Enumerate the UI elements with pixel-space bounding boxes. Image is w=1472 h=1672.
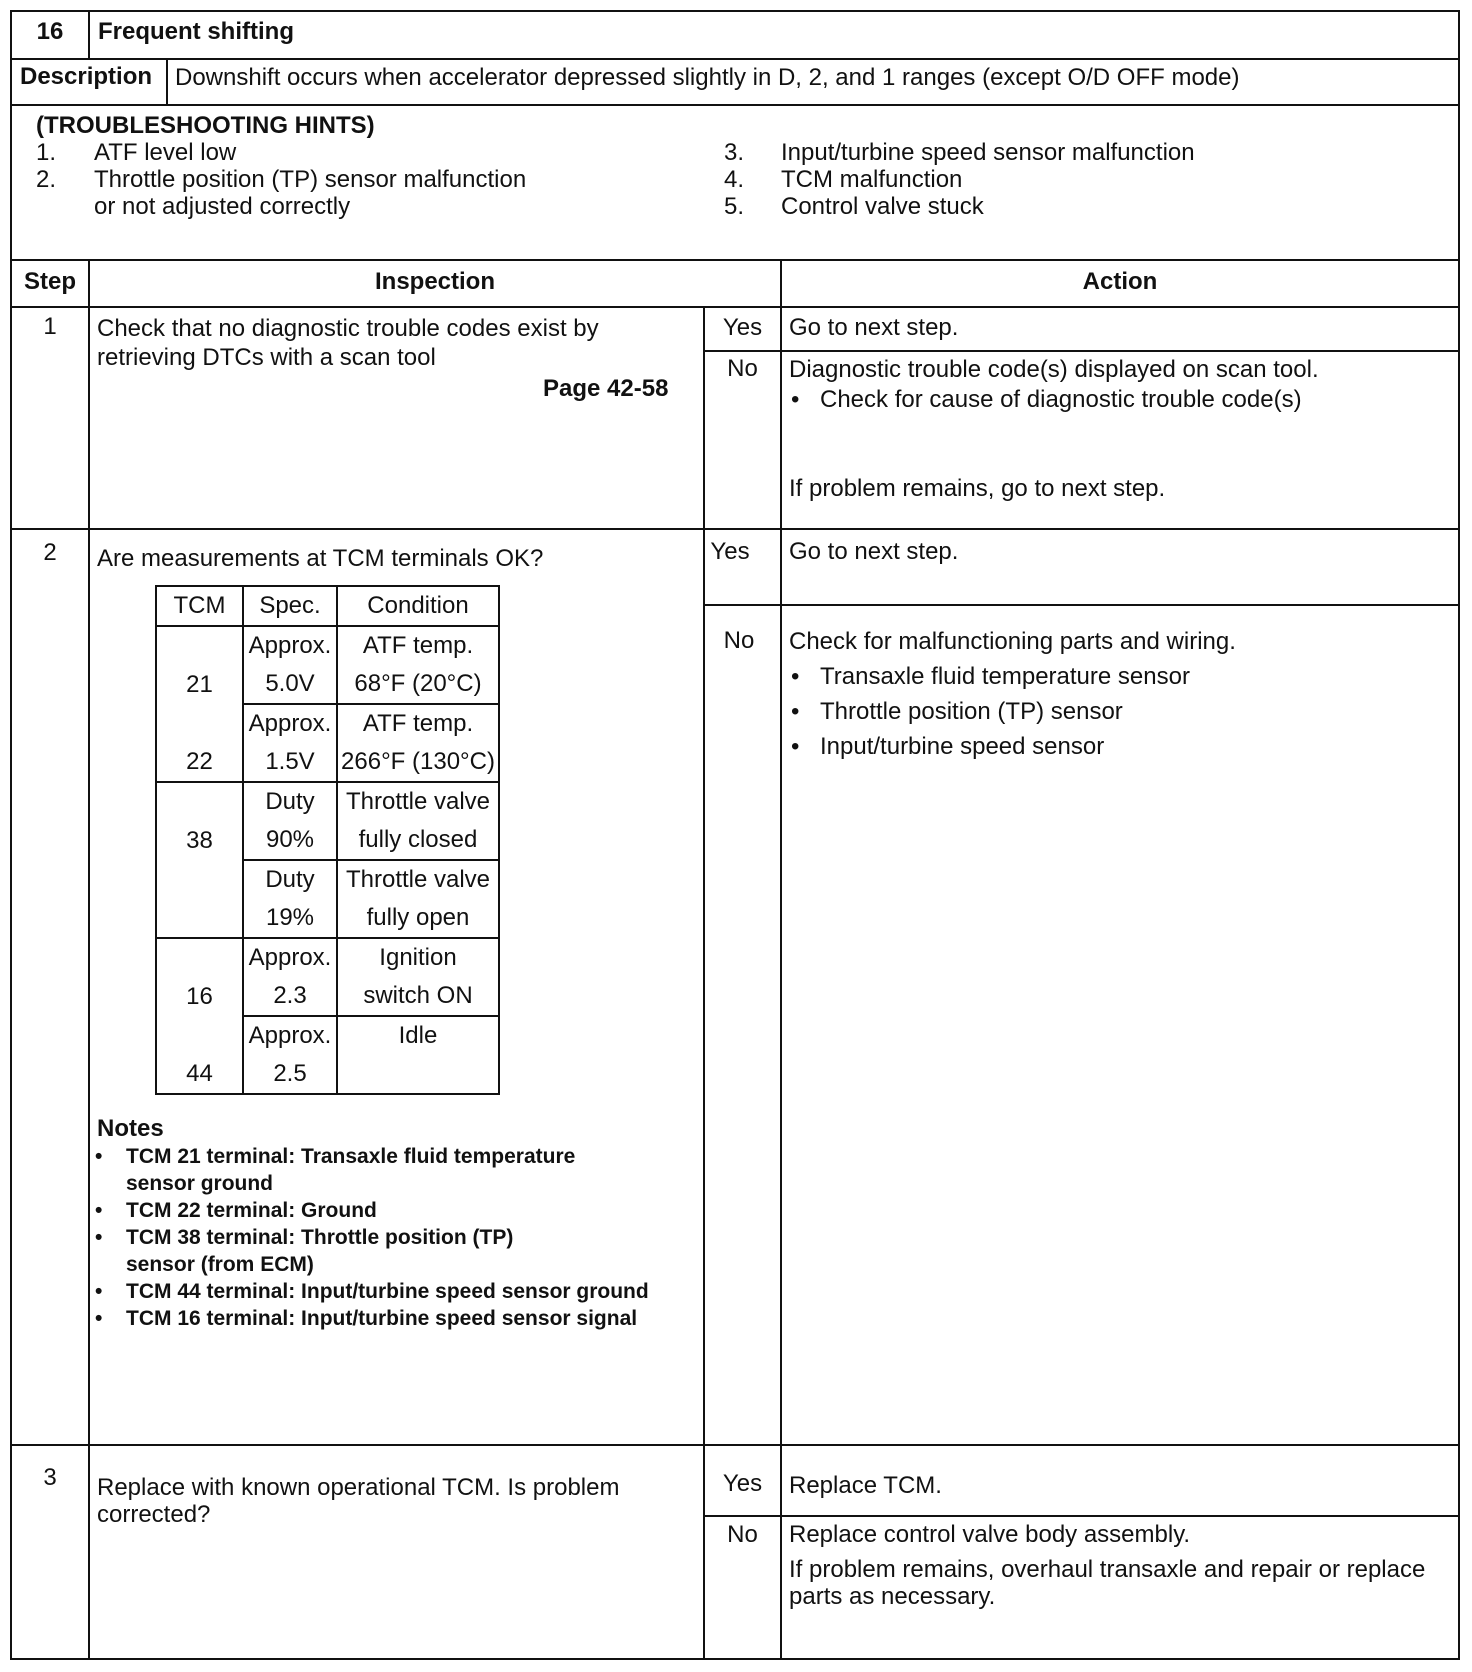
- no-label: No: [723, 627, 755, 654]
- condition-value: 68°F (20°C): [337, 665, 499, 704]
- frame-left: [10, 10, 12, 1660]
- step-inspection: Are measurements at TCM terminals OK?: [97, 545, 544, 572]
- tcm-spec-table: [155, 585, 505, 1095]
- no-action: Check for malfunctioning parts and wiring.: [789, 628, 1236, 655]
- tcm-terminal: [156, 704, 243, 743]
- spec-value: Approx.: [243, 626, 337, 665]
- spec-value: 19%: [243, 899, 337, 938]
- note-bullet: •: [95, 1226, 103, 1249]
- hint-text: Throttle position (TP) sensor malfunction: [94, 166, 527, 193]
- page-reference: Page 42-58: [543, 375, 669, 402]
- note-line: TCM 38 terminal: Throttle position (TP): [126, 1226, 514, 1249]
- condition-col-header: Condition: [337, 586, 499, 626]
- no-action-after: If problem remains, go to next step.: [789, 475, 1166, 502]
- description-text: Downshift occurs when accelerator depressed slightly in D, 2, and 1 ranges (except O/D OFF mode): [175, 64, 1240, 91]
- spec-value: 2.3: [243, 977, 337, 1016]
- step-inspection: retrieving DTCs with a scan tool: [97, 344, 436, 371]
- no-label: No: [727, 355, 758, 382]
- condition-value: ATF temp.: [337, 626, 499, 665]
- note-bullet: •: [95, 1280, 103, 1303]
- no-action-bullet: Throttle position (TP) sensor: [820, 698, 1123, 725]
- note-line: TCM 44 terminal: Input/turbine speed sensor ground: [126, 1280, 649, 1303]
- note-bullet: •: [95, 1307, 103, 1330]
- spec-value: 5.0V: [243, 665, 337, 704]
- hint-num: 5.: [724, 193, 745, 220]
- spec-value: Approx.: [243, 704, 337, 743]
- notes-title: Notes: [97, 1115, 164, 1142]
- no-action-after: parts as necessary.: [789, 1583, 996, 1610]
- rule-step1-yesno: [703, 350, 1460, 352]
- rule-step3-yesno: [703, 1515, 1460, 1517]
- hint-text: Input/turbine speed sensor malfunction: [781, 139, 1195, 166]
- note-line: sensor (from ECM): [126, 1253, 314, 1276]
- hint-text: Control valve stuck: [781, 193, 984, 220]
- hint-text: TCM malfunction: [781, 166, 963, 193]
- yes-action: Go to next step.: [789, 314, 959, 341]
- rule-description: [10, 104, 1460, 106]
- no-label: No: [727, 1521, 758, 1548]
- no-action-bullet: Transaxle fluid temperature sensor: [820, 663, 1190, 690]
- condition-value: [337, 1055, 499, 1094]
- rule-step2: [10, 1444, 1460, 1446]
- note-line: TCM 22 terminal: Ground: [126, 1199, 377, 1222]
- condition-value: fully open: [337, 899, 499, 938]
- yes-action: Replace TCM.: [789, 1472, 942, 1499]
- note-line: sensor ground: [126, 1172, 274, 1195]
- no-action-after: If problem remains, overhaul transaxle and repair or replace: [789, 1556, 1426, 1583]
- procedure-number: 16: [36, 18, 64, 45]
- condition-value: ATF temp.: [337, 704, 499, 743]
- no-action: Diagnostic trouble code(s) displayed on scan tool.: [789, 356, 1319, 383]
- condition-value: 266°F (130°C): [337, 743, 499, 782]
- step-number: 1: [43, 313, 57, 340]
- step-inspection: Check that no diagnostic trouble codes exist by: [97, 315, 599, 342]
- spec-value: 90%: [243, 821, 337, 860]
- note-bullet: •: [95, 1145, 103, 1168]
- frame-bottom: [10, 1658, 1460, 1660]
- tcm-terminal: 22: [156, 743, 243, 782]
- bullet-dot: •: [791, 733, 800, 760]
- tcm-terminal: 21: [156, 665, 243, 704]
- tcm-col-header: TCM: [156, 586, 243, 626]
- rule-step2-yesno: [703, 604, 1460, 606]
- col-action: [780, 259, 782, 1660]
- tcm-terminal: 16: [156, 977, 243, 1016]
- hint-text: ATF level low: [94, 139, 237, 166]
- condition-value: Idle: [337, 1016, 499, 1055]
- note-line: TCM 16 terminal: Input/turbine speed sensor signal: [126, 1307, 638, 1330]
- spec-col-header: Spec.: [243, 586, 337, 626]
- condition-value: switch ON: [337, 977, 499, 1016]
- description-label: Description: [20, 63, 153, 90]
- frame-top: [10, 10, 1460, 12]
- procedure-title: Frequent shifting: [98, 18, 294, 45]
- hint-num: 4.: [724, 166, 745, 193]
- spec-value: 2.5: [243, 1055, 337, 1094]
- spec-value: Approx.: [243, 938, 337, 977]
- column-header-inspection: Inspection: [374, 268, 495, 295]
- col-step: [88, 259, 90, 1660]
- step-number: 2: [43, 539, 57, 566]
- note-bullet: •: [95, 1199, 103, 1222]
- rule-header: [10, 58, 1460, 60]
- tcm-terminal: [156, 626, 243, 665]
- col-yesno: [703, 306, 705, 1660]
- spec-value: Duty: [243, 782, 337, 821]
- rule-columns: [10, 306, 1460, 308]
- step-number: 3: [43, 1464, 57, 1491]
- tcm-terminal: [156, 860, 243, 899]
- tcm-terminal: [156, 1016, 243, 1055]
- tcm-terminal: [156, 899, 243, 938]
- condition-value: Throttle valve: [337, 860, 499, 899]
- step-inspection: corrected?: [97, 1501, 211, 1528]
- note-line: TCM 21 terminal: Transaxle fluid temperature: [126, 1145, 576, 1168]
- col-description-label: [166, 58, 168, 104]
- no-action-bullet: Input/turbine speed sensor: [820, 733, 1105, 760]
- hint-num: 3.: [724, 139, 745, 166]
- column-header-action: Action: [1082, 268, 1158, 295]
- col-header-num: [88, 10, 90, 58]
- rule-step1: [10, 528, 1460, 530]
- hint-text-cont: or not adjusted correctly: [94, 193, 351, 220]
- yes-label: Yes: [722, 314, 763, 341]
- no-action: Replace control valve body assembly.: [789, 1521, 1191, 1548]
- bullet-dot: •: [791, 386, 800, 413]
- column-header-step: Step: [23, 268, 76, 295]
- hint-num: 1.: [36, 139, 57, 166]
- spec-value: Duty: [243, 860, 337, 899]
- tcm-terminal: [156, 782, 243, 821]
- yes-label: Yes: [710, 538, 750, 565]
- no-action-bullet: Check for cause of diagnostic trouble code(s): [820, 386, 1302, 413]
- rule-hints: [10, 259, 1460, 261]
- step-inspection: Replace with known operational TCM. Is problem: [97, 1474, 620, 1501]
- yes-label: Yes: [722, 1470, 763, 1497]
- condition-value: Ignition: [337, 938, 499, 977]
- tcm-terminal: 38: [156, 821, 243, 860]
- frame-right: [1458, 10, 1460, 1660]
- condition-value: fully closed: [337, 821, 499, 860]
- bullet-dot: •: [791, 663, 800, 690]
- spec-value: 1.5V: [243, 743, 337, 782]
- tcm-terminal: 44: [156, 1055, 243, 1094]
- condition-value: Throttle valve: [337, 782, 499, 821]
- tcm-terminal: [156, 938, 243, 977]
- hints-title: (TROUBLESHOOTING HINTS): [36, 112, 375, 139]
- bullet-dot: •: [791, 698, 800, 725]
- yes-action: Go to next step.: [789, 538, 959, 565]
- hint-num: 2.: [36, 166, 57, 193]
- spec-value: Approx.: [243, 1016, 337, 1055]
